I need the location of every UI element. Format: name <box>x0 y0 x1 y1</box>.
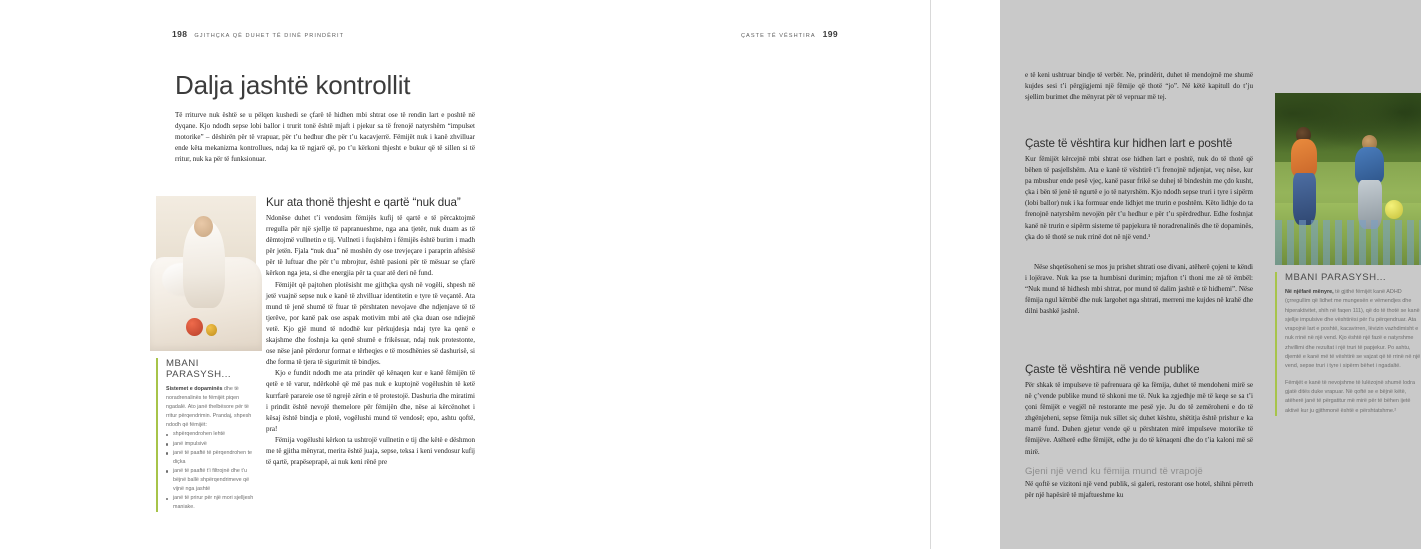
photo-child-on-bed <box>156 196 256 348</box>
left-section-paragraph-3: Kjo e fundit ndodh me ata prindër që kënaqen kur e kanë fëmijën të qetë e të varur, ndërkohë që më pas nuk e kuptojnë vogëlushin të ketë kurrfarë parareie ose të ngrejë zërin e të protestojë. Dashuria dhe miratimi i prindit është nevojë themelore për fëmijën dhe, nëse ai kërcënohet i kësaj është bindja e plotë, vogëlushi mund të vendosë; epo, ashtu qoftë, pra! <box>266 369 475 433</box>
running-head-left <box>172 29 344 39</box>
sidebar-accent-rule <box>1275 272 1277 416</box>
right-section-3-heading: Gjeni një vend ku fëmija mund të vrapojë <box>1025 466 1203 477</box>
left-sidebar-body <box>166 385 260 430</box>
right-section-2 <box>1025 363 1253 458</box>
right-section-1-heading: Çaste të vështira kur hidhen lart e poshtë <box>1025 137 1233 150</box>
left-section-paragraph-2: Fëmijët që pajtohen plotësisht me gjithçka qysh në vogëli, shpesh në jetë vuajnë sepse nuk e kanë të zhvilluar identitetin e tyre të veçantë. Ata mund të jenë shumë të ftuar të përshtaten nevojave dhe ndjenjave të të tjerëve, por kanë pak ose aspak motivim mbi atë çka duan ose ndiejnë vetë. Kjo gjë mund të ndodhë kur përkujdesja ndaj tyre ka qenë e skajshme dhe foshnja ka qenë shumë e frikësuar, ndaj nuk protestonte, ose nëse janë përdorur format e tërheqjes e të mosdhënies së dashurisë, si dhe forma të tjera të sigurimit të bindjes. <box>266 280 475 367</box>
chapter-title: Dalja jashtë kontrollit <box>175 70 411 100</box>
right-section-2-body <box>1025 380 1253 458</box>
photo-child-torso <box>1355 147 1383 184</box>
page-edge-right <box>930 0 931 549</box>
running-head-right <box>741 29 838 39</box>
folio-left: 198 <box>172 29 188 39</box>
running-head-right-text: ÇASTE TË VËSHTIRA <box>740 33 816 39</box>
list-item <box>166 494 260 512</box>
left-section-paragraph-4: Fëmija vogëlushi kërkon ta ushtrojë vullnetin e tij dhe këtë e dëshmon me të gjitha mënyrat, merita është juaja, sepse, teksa i keni vendosur kufij të qartë, prapëseprapë, ai nuk keni rënë pre <box>266 435 475 467</box>
photo-child-torso <box>1291 139 1318 178</box>
right-section-3-body <box>1025 479 1253 501</box>
right-section-2-heading: Çaste të vështira në vende publike <box>1025 363 1200 376</box>
photo-children-running-outdoors <box>1275 93 1421 265</box>
left-page <box>70 0 500 549</box>
photo-toy-ball-red <box>186 318 203 336</box>
right-sidebar-lead-bold: Në njëfarë mënyre, <box>1285 289 1334 295</box>
left-sidebar-bullet-4: janë të paaftë t’i filtrojnë dhe t’u bëjnë ballë shpërqendrimeve që vijnë nga jashtë <box>173 467 250 493</box>
sidebar-accent-rule <box>156 358 158 512</box>
right-sidebar-body <box>1285 288 1421 416</box>
right-section-1-paragraph-1: Kur fëmijët kërcejnë mbi shtrat ose hidhen lart e poshtë, nuk do të thotë që bëhen të pasjellshëm. Ata e kanë të vështirë t’i frenojnë ndjenjat, veç nëse, kur pa mbushur ende pesë vjeç, kanë pasur frikë se duhej të bindeshin me çdo kusht, çka i bën të jenë të ngurtë e jo të natyrshëm. Kjo ndodh sepse truri i tyre i sipërm (lobi ballor) nuk i ka formuar ende lidhjet me trurin e poshtëm. Këto lidhje do ta frenojnë natyrshëm nevojën për t’u hedhur e për t’u spërdredhur. Edhe foshnjat kanë në trurin e sipërm sisteme të papjekura të noradrenalinës dhe të dopaminës, çka do të thotë se nuk rrinë dot në një vend.¹ <box>1025 155 1253 241</box>
left-sidebar-bullet-1: shpërqendrohen lehtë <box>173 431 225 438</box>
right-section-1 <box>1025 137 1253 243</box>
list-item <box>166 467 260 494</box>
left-sidebar-bullet-list <box>166 430 260 512</box>
left-sidebar-title: MBANI PARASYSH... <box>166 358 232 380</box>
left-section-body <box>266 213 475 468</box>
right-section-1-body <box>1025 154 1253 243</box>
left-lead-paragraph-block <box>175 110 475 165</box>
photo-toy-ball-yellow <box>206 324 217 336</box>
right-sidebar-mbani-parasysh <box>1275 272 1421 416</box>
right-sidebar-paragraph-2: Fëmijët e kanë të nevojshme të lulëzojnë shumë lodra gjatë ditës duke vrapuar. Në qoftë se e bëjnë këtë, atëherë janë të përgatitur më mirë për të bëhen ijetë aktivë kur ju gjithmonë është e përshtatshme.² <box>1285 379 1415 414</box>
right-top-paragraph: e të keni ushtruar bindje të verbër. Ne, prindërit, duhet të mendojmë me shumë kujdes sesi t’i përgjigjemi një fëmije që thotë “jo”. Në këtë kapitull do t’ju sjellim burimet dhe mënyrat për të vepruar më tej. <box>1025 71 1253 102</box>
right-sidebar-title: MBANI PARASYSH... <box>1285 272 1387 283</box>
right-section-1-continued <box>1025 262 1253 317</box>
left-lower-column <box>266 196 475 468</box>
right-section-3 <box>1025 466 1253 501</box>
right-section-1-paragraph-2: Nëse shqetësoheni se mos ju prishet shtrati ose divani, atëherë çojeni te këndi i lojërave. Nuk ka pse ta humbisni durimin; mjafton t’i thoni me zë të ëmbël: “Nuk mund të hidhesh mbi shtrat, por mund të dalim jashtë e të hidhemi”. Nëse fëmija ngul këmbë dhe nuk largohet nga shtrati, merreni me kujdes në krahë dhe dilni bashkë jashtë. <box>1025 263 1253 316</box>
right-section-2-paragraph: Për shkak të impulseve të pafrenuara që ka fëmija, duhet të mendoheni mirë se në ç’vende publike mund të shkoni me të. Nuk ka zgjedhje më të keqe se sa t’i çoni fëmijët e vegjël në restorante me pesë yje. Ju do të zemëroheni e do të zhgënjeheni, sepse fëmija nuk sillet siç duhet kështu, shëtitja është prishur e ka marrë fund. Duhen gjetur vende që u përshtaten mirë impulseve motorike të fëmijëve. Atëherë edhe fëmijët, edhe ju do të kënaqeni dhe do t’ia kaloni më së mirë. <box>1025 381 1253 456</box>
folio-right: 199 <box>822 29 838 39</box>
left-sidebar-bullet-2: janë impulsivë <box>173 440 207 447</box>
photo-bottles-foreground <box>1275 220 1421 265</box>
photo-ball <box>1385 200 1404 219</box>
photo-child-orange-shirt <box>1287 131 1322 227</box>
left-section-heading: Kur ata thonë thjesht e qartë “nuk dua” <box>266 196 461 209</box>
left-section-paragraph-1: Ndonëse duhet t’i vendosim fëmijës kufij të qartë e të përcaktojmë rregulla për një sjellje të papranueshme, nga ana tjetër, nuk duam as të dëmtojmë vullnetin e tij. Vullneti i fuqishëm i fëmijës është burim i madh për jetën. Fjala “nuk dua” në moshën dy ose trevjeçare i paraprin aftësisë për të luftuar dhe për t’u mbrojtur, është pasioni për të mësuar se çfarë kërkon nga jeta, si dhe energjia për ta çuar atë deri në fund. <box>266 214 475 278</box>
right-page <box>500 0 1421 549</box>
left-sidebar-lead-bold: Sistemet e dopaminës <box>166 386 223 392</box>
left-sidebar-bullet-3: janë të paaftë të përqendrohen te diçka <box>173 449 253 465</box>
photo-child-blue-shirt <box>1351 138 1389 231</box>
list-item <box>166 430 260 439</box>
right-sidebar-lead-rest: të gjithë fëmijët kanë ADHD (çrregullim që lidhet me mungesën e vëmendjes dhe hiperaktivitet, shih në faqen 111), që do të thotë se kanë sjellje impulsive dhe vështirësi për t’u përqendruar. Ata vrapojnë lart e poshtë, kacavirren, lëvizin vazhdimisht e nuk rrinë në një vend. Kjo është një fazë e natyrshme zhvillimi dhe rezultat i një truri të papjekur. Po ashtu, djemtë e kanë më të vështirë se vajzat që të rrinë në një vend, sepse truri i tyre i sipërm bëhet i ngadaltë. <box>1285 289 1421 370</box>
list-item <box>166 449 260 467</box>
left-sidebar-mbani-parasysh <box>156 358 260 512</box>
left-sidebar-lead-rest: dhe të noradrenalinës te fëmijët piqen ngadalë. Ato janë thelbësore për të rritur përqendrimin. Prandaj, shpesh ndodh që fëmijët: <box>166 386 252 429</box>
list-item <box>166 440 260 449</box>
left-lead-paragraph: Të rriturve nuk është se u pëlqen kushedi se çfarë të hidhen mbi shtrat ose të rendin lart e poshtë në dyqane. Kjo ndodh sepse lobi ballor i trurit tonë është mjaft i pjekur sa të frenojë natyrshëm “impulset motorike” – dëshirën për të vrapuar, për t’u hedhur dhe për t’u kacavjerrë. Fëmijët nuk i kanë zhvilluar ende këta mekanizma kontrollues, ndaj ka të ngjarë që, po t’u kërkoni thjesht e bukur që të sillen si të rritur, nuk ka për të funksionuar. <box>175 111 475 164</box>
photo-child-legs <box>1293 173 1316 225</box>
right-top-paragraph-block <box>1025 70 1253 103</box>
running-head-left-text: GJITHÇKA QË DUHET TË DINË PRINDËRIT <box>194 33 345 39</box>
right-section-3-paragraph: Në qoftë se vizitoni një vend publik, si galeri, restorant ose hotel, shihni përreth për një hapësirë të mjaftueshme ku <box>1025 480 1253 500</box>
left-sidebar-bullet-5: janë të prirur për një mori sjelljesh maniake. <box>173 495 254 511</box>
photo-child-head <box>194 216 213 237</box>
